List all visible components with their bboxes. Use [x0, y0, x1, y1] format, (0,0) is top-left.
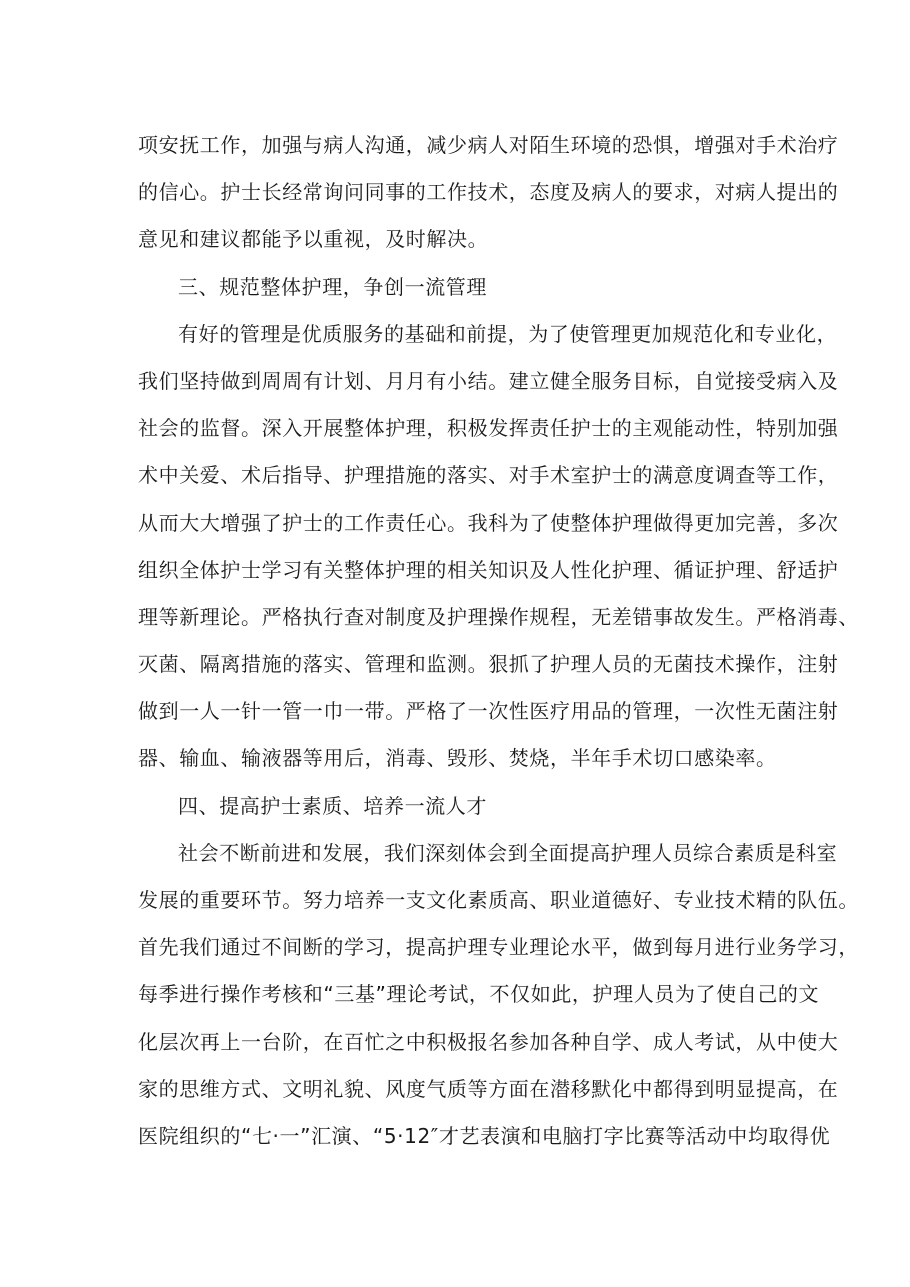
text-line: 组织全体护士学习有关整体护理的相关知识及人性化护理、循证护理、舒适护 [138, 557, 839, 582]
section-heading: 四、提高护士素质、培养一流人才 [178, 793, 487, 818]
text-line: 化层次再上一台阶，在百忙之中积极报名参加各种自学、成人考试，从中使大 [138, 1029, 839, 1054]
text-line: 器、输血、输液器等用后，消毒、毁形、焚烧，半年手术切口感染率。 [138, 746, 777, 771]
text-line: 医院组织的“七·一”汇演、“5·12″才艺表演和电脑打字比赛等活动中均取得优 [138, 1123, 831, 1148]
text-line: 做到一人一针一管一巾一带。严格了一次性医疗用品的管理，一次性无菌注射 [138, 699, 839, 724]
text-line: 的信心。护士长经常询问同事的工作技术，态度及病人的要求，对病人提出的 [138, 180, 839, 205]
text-line: 从而大大增强了护士的工作责任心。我科为了使整体护理做得更加完善，多次 [138, 510, 839, 535]
text-line: 灭菌、隔离措施的落实、管理和监测。狠抓了护理人员的无菌技术操作，注射 [138, 652, 839, 677]
text-line: 理等新理论。严格执行查对制度及护理操作规程，无差错事故发生。严格消毒、 [138, 604, 859, 629]
text-line: 首先我们通过不间断的学习，提高护理专业理论水平，做到每月进行业务学习， [138, 935, 859, 960]
text-line: 我们坚持做到周周有计划、月月有小结。建立健全服务目标，自觉接受病入及 [138, 368, 839, 393]
text-line: 有好的管理是优质服务的基础和前提，为了使管理更加规范化和专业化， [178, 321, 838, 346]
section-heading: 三、规范整体护理，争创一流管理 [178, 274, 487, 299]
text-line: 社会不断前进和发展，我们深刻体会到全面提高护理人员综合素质是科室 [178, 840, 838, 865]
text-line: 家的思维方式、文明礼貌、风度气质等方面在潜移默化中都得到明显提高，在 [138, 1076, 839, 1101]
text-line: 社会的监督。深入开展整体护理，积极发挥责任护士的主观能动性，特别加强 [138, 416, 839, 441]
text-line: 项安抚工作，加强与病人沟通，减少病人对陌生环境的恐惧，增强对手术治疗 [138, 133, 839, 157]
text-line: 术中关爱、术后指导、护理措施的落实、对手术室护士的满意度调查等工作， [138, 463, 839, 488]
text-line: 发展的重要环节。努力培养一支文化素质高、职业道德好、专业技术精的队伍。 [138, 888, 859, 912]
document-body [138, 122, 859, 1160]
text-line: 每季进行操作考核和“三基”理论考试，不仅如此，护理人员为了使自己的文 [138, 982, 820, 1007]
text-line: 意见和建议都能予以重视，及时解决。 [138, 227, 489, 252]
